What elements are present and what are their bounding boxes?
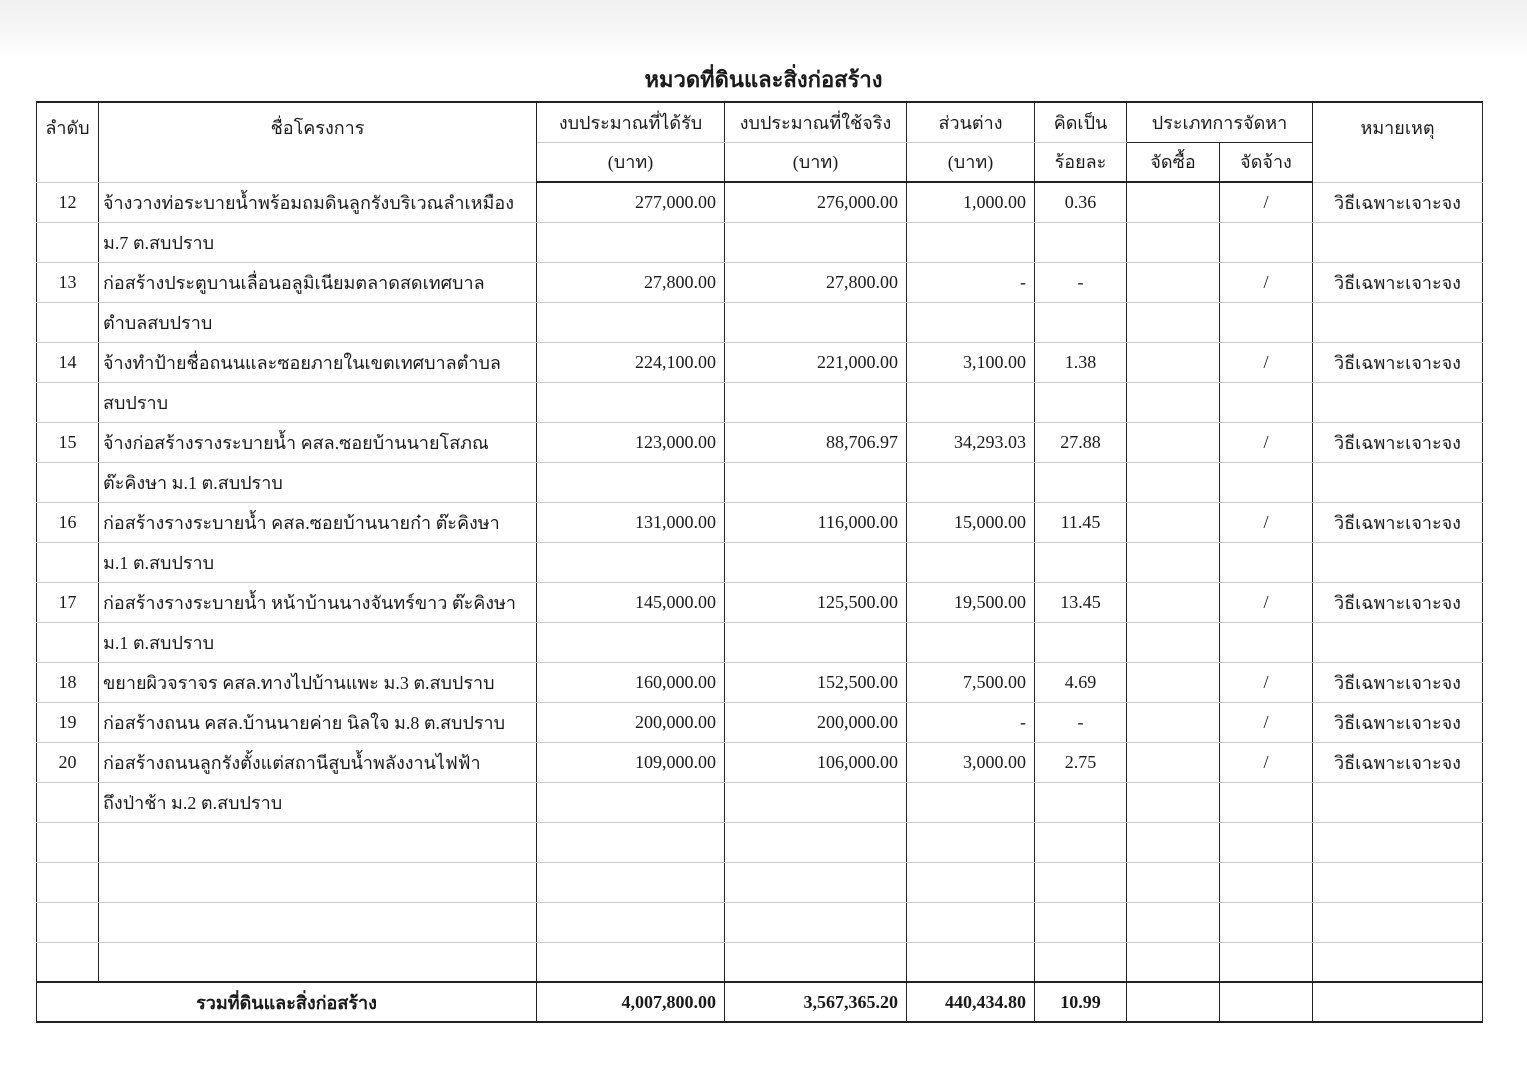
row-purchase-mark [1127,662,1220,702]
total-row [37,982,1483,1022]
empty-cell [725,462,907,502]
empty-cell [725,622,907,662]
empty-cell [1220,902,1313,942]
row-difference: 3,100.00 [907,342,1035,382]
empty-cell [1313,462,1483,502]
header-difference: ส่วนต่าง [907,102,1035,142]
row-percent: - [1035,262,1127,302]
empty-cell [907,942,1035,982]
row-hire-mark: / [1220,342,1313,382]
row-order-blank [37,462,99,502]
total-label: รวมที่ดินและสิ่งก่อสร้าง [37,982,537,1022]
row-hire-mark: / [1220,502,1313,542]
empty-cell [1220,782,1313,822]
row-project-name-cont: ต๊ะคิงษา ม.1 ต.สบปราบ [99,462,537,502]
empty-cell [1035,462,1127,502]
row-order: 17 [37,582,99,622]
empty-cell [907,302,1035,342]
empty-cell [725,542,907,582]
row-percent: 1.38 [1035,342,1127,382]
empty-cell [1035,902,1127,942]
empty-cell [725,382,907,422]
empty-cell [99,902,537,942]
empty-cell [725,862,907,902]
table-row-continuation [37,462,1483,502]
row-budget-received: 145,000.00 [537,582,725,622]
table-row [37,742,1483,782]
header-procurement-type: ประเภทการจัดหา [1127,102,1313,142]
empty-cell [907,622,1035,662]
empty-cell [725,902,907,942]
row-remark: วิธีเฉพาะเจาะจง [1313,742,1483,782]
empty-cell [1220,462,1313,502]
empty-cell [1035,222,1127,262]
empty-cell [1127,622,1220,662]
row-budget-received: 224,100.00 [537,342,725,382]
header-budget-used: งบประมาณที่ใช้จริง [725,102,907,142]
row-budget-received: 160,000.00 [537,662,725,702]
empty-cell [907,822,1035,862]
row-hire-mark: / [1220,702,1313,742]
table-row-continuation [37,782,1483,822]
row-order: 12 [37,182,99,222]
row-order-blank [37,222,99,262]
empty-cell [1220,542,1313,582]
empty-cell [1313,382,1483,422]
empty-cell [1220,862,1313,902]
empty-cell [1220,382,1313,422]
total-remark [1313,982,1483,1022]
row-difference: 3,000.00 [907,742,1035,782]
row-project-name-cont: สบปราบ [99,382,537,422]
empty-cell [907,782,1035,822]
empty-cell [1313,222,1483,262]
empty-cell [1313,542,1483,582]
header-hire: จัดจ้าง [1220,142,1313,182]
row-budget-received: 109,000.00 [537,742,725,782]
header-remarks: หมายเหตุ [1313,102,1483,182]
empty-cell [907,902,1035,942]
row-remark: วิธีเฉพาะเจาะจง [1313,342,1483,382]
row-project-name-cont: ม.1 ต.สบปราบ [99,542,537,582]
header-purchase: จัดซื้อ [1127,142,1220,182]
row-order: 16 [37,502,99,542]
row-budget-used: 221,000.00 [725,342,907,382]
empty-cell [1127,902,1220,942]
empty-cell [907,382,1035,422]
budget-table [36,101,1483,1023]
empty-cell [537,302,725,342]
row-project-name: ก่อสร้างรางระบายน้ำ คสล.ซอยบ้านนายก๋า ต๊ะคิงษา [99,502,537,542]
table-row [37,422,1483,462]
empty-cell [1220,822,1313,862]
empty-cell [1220,222,1313,262]
row-project-name-cont: ตำบลสบปราบ [99,302,537,342]
row-difference: 7,500.00 [907,662,1035,702]
row-order-blank [37,542,99,582]
empty-cell [1127,542,1220,582]
row-project-name: จ้างทำป้ายชื่อถนนและซอยภายในเขตเทศบาลตำบล [99,342,537,382]
row-percent: 0.36 [1035,182,1127,222]
empty-cell [1035,302,1127,342]
header-unit-difference: (บาท) [907,142,1035,182]
row-remark: วิธีเฉพาะเจาะจง [1313,182,1483,222]
empty-cell [725,942,907,982]
row-order-blank [37,782,99,822]
empty-cell [907,542,1035,582]
empty-cell [1127,302,1220,342]
total-purchase [1127,982,1220,1022]
page-title: หมวดที่ดินและสิ่งก่อสร้าง [644,67,883,92]
empty-cell [37,822,99,862]
header-percent-unit: ร้อยละ [1035,142,1127,182]
row-budget-received: 131,000.00 [537,502,725,542]
total-budget-used: 3,567,365.20 [725,982,907,1022]
row-hire-mark: / [1220,742,1313,782]
table-row [37,182,1483,222]
row-budget-received: 123,000.00 [537,422,725,462]
empty-cell [537,862,725,902]
empty-cell [1313,822,1483,862]
empty-cell [99,862,537,902]
empty-cell [1313,942,1483,982]
empty-cell [907,462,1035,502]
row-purchase-mark [1127,342,1220,382]
scan-shading [0,0,1527,58]
empty-cell [37,942,99,982]
row-percent: 11.45 [1035,502,1127,542]
empty-cell [537,382,725,422]
row-order-blank [37,382,99,422]
row-difference: 19,500.00 [907,582,1035,622]
empty-cell [537,622,725,662]
table-row [37,262,1483,302]
row-hire-mark: / [1220,262,1313,302]
empty-cell [1035,782,1127,822]
empty-cell [1035,622,1127,662]
empty-cell [1220,942,1313,982]
row-percent: 13.45 [1035,582,1127,622]
empty-cell [725,302,907,342]
empty-cell [1127,862,1220,902]
empty-row [37,942,1483,982]
row-hire-mark: / [1220,422,1313,462]
row-order: 13 [37,262,99,302]
row-budget-used: 27,800.00 [725,262,907,302]
row-project-name: ก่อสร้างประตูบานเลื่อนอลูมิเนียมตลาดสดเทศบาล [99,262,537,302]
row-hire-mark: / [1220,662,1313,702]
row-budget-used: 88,706.97 [725,422,907,462]
empty-cell [37,902,99,942]
table-row [37,342,1483,382]
table-row-continuation [37,542,1483,582]
empty-cell [1127,782,1220,822]
header-unit-received: (บาท) [537,142,725,182]
empty-cell [537,942,725,982]
empty-cell [1313,902,1483,942]
header-project-name: ชื่อโครงการ [99,102,537,182]
empty-cell [537,902,725,942]
empty-cell [99,942,537,982]
row-remark: วิธีเฉพาะเจาะจง [1313,502,1483,542]
row-remark: วิธีเฉพาะเจาะจง [1313,702,1483,742]
table-row-continuation [37,622,1483,662]
row-order-blank [37,622,99,662]
total-difference: 440,434.80 [907,982,1035,1022]
row-project-name-cont: ถึงป่าช้า ม.2 ต.สบปราบ [99,782,537,822]
row-order: 15 [37,422,99,462]
empty-cell [1220,302,1313,342]
row-project-name: จ้างก่อสร้างรางระบายน้ำ คสล.ซอยบ้านนายโสภณ [99,422,537,462]
table-row [37,702,1483,742]
table-row-continuation [37,382,1483,422]
table-body [37,182,1483,1022]
header-percent: คิดเป็น [1035,102,1127,142]
row-remark: วิธีเฉพาะเจาะจง [1313,422,1483,462]
total-percent: 10.99 [1035,982,1127,1022]
empty-cell [1313,782,1483,822]
total-hire [1220,982,1313,1022]
empty-row [37,822,1483,862]
row-difference: 34,293.03 [907,422,1035,462]
row-remark: วิธีเฉพาะเจาะจง [1313,262,1483,302]
row-difference: 15,000.00 [907,502,1035,542]
empty-cell [1313,862,1483,902]
row-order: 14 [37,342,99,382]
empty-cell [37,862,99,902]
row-project-name: จ้างวางท่อระบายน้ำพร้อมถมดินลูกรังบริเวณลำเหมือง [99,182,537,222]
table-row-continuation [37,302,1483,342]
empty-cell [907,222,1035,262]
header-unit-used: (บาท) [725,142,907,182]
row-purchase-mark [1127,502,1220,542]
row-purchase-mark [1127,262,1220,302]
table-row [37,662,1483,702]
row-order: 20 [37,742,99,782]
row-difference: - [907,262,1035,302]
row-percent: 4.69 [1035,662,1127,702]
empty-cell [1313,302,1483,342]
header-budget-received: งบประมาณที่ได้รับ [537,102,725,142]
empty-cell [1035,542,1127,582]
row-percent: - [1035,702,1127,742]
row-hire-mark: / [1220,182,1313,222]
row-order: 19 [37,702,99,742]
row-budget-received: 27,800.00 [537,262,725,302]
total-budget-received: 4,007,800.00 [537,982,725,1022]
empty-cell [1127,822,1220,862]
empty-cell [725,822,907,862]
row-project-name-cont: ม.7 ต.สบปราบ [99,222,537,262]
row-budget-received: 277,000.00 [537,182,725,222]
empty-row [37,862,1483,902]
row-difference: - [907,702,1035,742]
row-budget-used: 106,000.00 [725,742,907,782]
table-row-continuation [37,222,1483,262]
empty-cell [1127,382,1220,422]
row-budget-used: 116,000.00 [725,502,907,542]
row-budget-used: 125,500.00 [725,582,907,622]
empty-cell [537,822,725,862]
empty-cell [1220,622,1313,662]
empty-row [37,902,1483,942]
row-hire-mark: / [1220,582,1313,622]
empty-cell [1035,822,1127,862]
row-purchase-mark [1127,582,1220,622]
empty-cell [725,782,907,822]
row-purchase-mark [1127,182,1220,222]
empty-cell [1127,942,1220,982]
empty-cell [537,222,725,262]
empty-cell [725,222,907,262]
empty-cell [907,862,1035,902]
empty-cell [1313,622,1483,662]
row-project-name: ก่อสร้างรางระบายน้ำ หน้าบ้านนางจันทร์ขาว ต๊ะคิงษา [99,582,537,622]
empty-cell [1035,942,1127,982]
table-row [37,502,1483,542]
row-project-name-cont: ม.1 ต.สบปราบ [99,622,537,662]
empty-cell [1127,462,1220,502]
row-project-name: ก่อสร้างถนนลูกรังตั้งแต่สถานีสูบน้ำพลังงานไฟฟ้า [99,742,537,782]
row-budget-used: 200,000.00 [725,702,907,742]
row-purchase-mark [1127,702,1220,742]
row-purchase-mark [1127,742,1220,782]
table-row [37,582,1483,622]
row-order-blank [37,302,99,342]
row-project-name: ก่อสร้างถนน คสล.บ้านนายค่าย นิลใจ ม.8 ต.สบปราบ [99,702,537,742]
row-order: 18 [37,662,99,702]
row-budget-received: 200,000.00 [537,702,725,742]
row-budget-used: 152,500.00 [725,662,907,702]
row-budget-used: 276,000.00 [725,182,907,222]
row-project-name: ขยายผิวจราจร คสล.ทางไปบ้านแพะ ม.3 ต.สบปราบ [99,662,537,702]
empty-cell [1127,222,1220,262]
row-remark: วิธีเฉพาะเจาะจง [1313,662,1483,702]
empty-cell [1035,382,1127,422]
empty-cell [1035,862,1127,902]
empty-cell [537,542,725,582]
row-purchase-mark [1127,422,1220,462]
row-percent: 2.75 [1035,742,1127,782]
row-difference: 1,000.00 [907,182,1035,222]
row-remark: วิธีเฉพาะเจาะจง [1313,582,1483,622]
empty-cell [99,822,537,862]
header-order: ลำดับ [37,102,99,182]
row-percent: 27.88 [1035,422,1127,462]
empty-cell [537,462,725,502]
empty-cell [537,782,725,822]
